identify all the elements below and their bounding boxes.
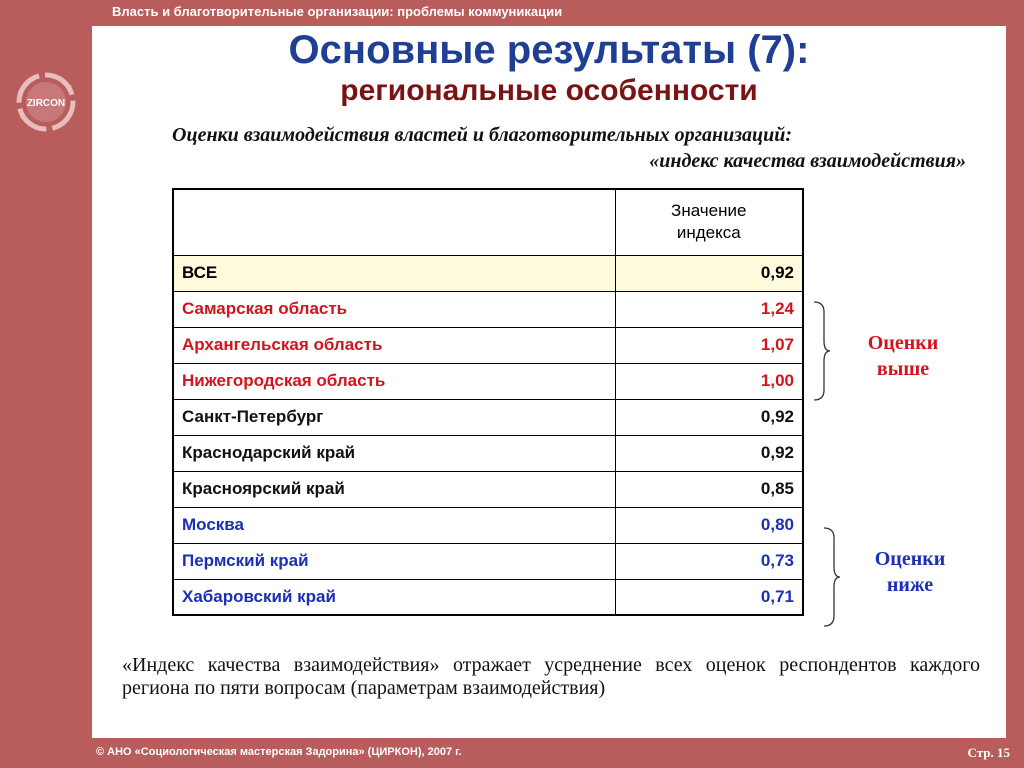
table-row — [173, 399, 803, 435]
index-description: «Индекс качества взаимодействия» отражает усреднение всех оценок респондентов каждого региона по пяти вопросам (параметрам взаимодействия) — [122, 654, 980, 699]
note-lower — [852, 546, 968, 598]
slide-title: Основные результаты (7): — [288, 28, 810, 72]
region-cell: Архангельская область — [173, 327, 615, 363]
region-cell: Нижегородская область — [173, 363, 615, 399]
region-cell: Москва — [173, 507, 615, 543]
right-bar — [1006, 26, 1024, 738]
region-cell: Краснодарский край — [173, 435, 615, 471]
value-cell: 1,24 — [615, 291, 803, 327]
value-cell: 0,92 — [615, 435, 803, 471]
bracket-lower-icon — [822, 526, 842, 628]
value-cell: 0,92 — [615, 399, 803, 435]
header-value-line-1: Значение — [671, 201, 747, 221]
region-cell: Красноярский край — [173, 471, 615, 507]
value-cell: 1,07 — [615, 327, 803, 363]
caption-line-1: Оценки взаимодействия властей и благотворительных организаций: — [172, 124, 793, 146]
table-row-all — [173, 255, 803, 291]
zircon-logo-icon — [14, 70, 78, 134]
region-cell: Санкт-Петербург — [173, 399, 615, 435]
header-region-cell — [173, 189, 615, 255]
note-lower-line-1: Оценки — [874, 548, 946, 570]
note-lower-line-2: ниже — [886, 574, 934, 596]
copyright-text: © АНО «Социологическая мастерская Задорина» (ЦИРКОН), 2007 г. — [96, 746, 462, 758]
presentation-title: Власть и благотворительные организации: проблемы коммуникации — [112, 4, 563, 19]
page-number: Стр. 15 — [967, 745, 1010, 760]
table-header-row — [173, 189, 803, 255]
note-higher-line-2: выше — [876, 358, 930, 380]
value-cell: 0,71 — [615, 579, 803, 615]
caption-line-2: «индекс качества взаимодействия» — [649, 150, 966, 172]
table-row — [173, 543, 803, 579]
value-cell: 0,92 — [615, 255, 803, 291]
table-row — [173, 363, 803, 399]
logo-text: ZIRCON — [26, 98, 66, 109]
table-row — [173, 327, 803, 363]
value-cell: 0,85 — [615, 471, 803, 507]
region-cell: Хабаровский край — [173, 579, 615, 615]
index-table — [172, 188, 804, 616]
note-higher-line-1: Оценки — [867, 332, 939, 354]
region-cell: Пермский край — [173, 543, 615, 579]
table-row — [173, 435, 803, 471]
header-value-line-2: индекса — [676, 223, 741, 243]
slide-subtitle: региональные особенности — [340, 74, 758, 107]
header-value-cell — [615, 189, 803, 255]
table-row — [173, 507, 803, 543]
value-cell: 0,80 — [615, 507, 803, 543]
table-row — [173, 291, 803, 327]
region-cell: Самарская область — [173, 291, 615, 327]
table-row — [173, 471, 803, 507]
note-higher — [845, 330, 961, 382]
top-bar — [0, 0, 1024, 26]
value-cell: 1,00 — [615, 363, 803, 399]
region-cell: ВСЕ — [173, 255, 615, 291]
value-cell: 0,73 — [615, 543, 803, 579]
table-row — [173, 579, 803, 615]
bracket-higher-icon — [812, 300, 832, 402]
